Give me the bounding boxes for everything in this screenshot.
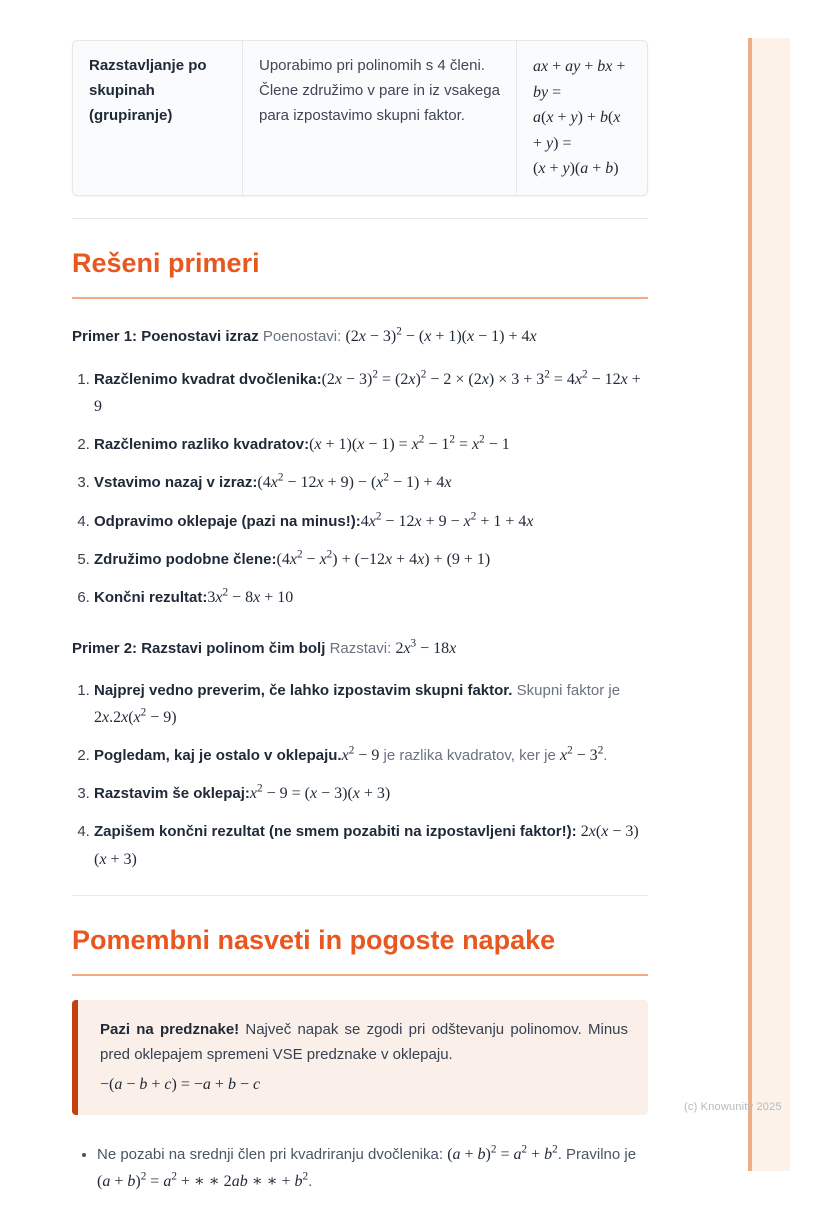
callout-text: Pazi na predznake! Največ napak se zgodi pri odštevanju polinomov. Minus pred oklepajem spremeni VSE predznake v oklepaju. [100,1020,629,1064]
step-item: 1. Razčlenimo kvadrat dvočlenika:(2x − $3)^2 = (2x)^2 - 2 \times (2x) \times 3 + 3^2 = 4x^2 - 12x + 9$ [94,366,648,420]
step-item: 5. Združimo podobne $člene:(4x^2 - x^2) + (-12x + 4x) + (9 + 1)$ [94,546,648,573]
tips-bullet-list [72,1141,648,1196]
example2-intro: Primer 2: Razstavi polinom čim bolj Razstavi: $2x^3 - 18x$ [72,637,457,658]
step-item: 3. Vstavimo nazaj v $izraz:(4x^2 - 12x + 9) - (x^2 - 1) + 4x$ [94,469,648,496]
table-cell-formula [517,41,647,195]
formula-line: a(x + y) + b(x + y) = [533,109,621,152]
document-page [72,40,648,1206]
knowunity-watermark: (c) Knowunity 2025 [684,1101,782,1113]
tip-item: • Ne pozabi na srednji člen pri kvadriranju dvočlenika: $(a + b)^2 = a^2 + b^2$. Pravilno je $(a + b)^2 = a^2$ + ∗ ∗ 2ab ∗ ∗ + $b^2$. [97,1141,648,1196]
step-item: 1. Najprej vedno preverim, če lahko izpostavim skupni faktor. Skupni faktor je $2x.2x(x^2 - 9)$ [94,678,648,731]
table-cell-description: Uporabimo pri polinomih s 4 členi. Člene združimo v pare in iz vsakega para izpostavimo skupni faktor. [243,41,517,195]
formula-line: ax + ay + bx + by = [533,58,626,101]
example1-intro: Primer 1: Poenostavi izraz Poenostavi: $(2x - 3)^2 - (x + 1)(x - 1) + 4x$ [72,325,537,345]
callout-formula: −(a − b + c) = −a + b − c [100,1076,261,1094]
section-divider [72,218,648,219]
step-item: 4. Odpravimo oklepaje (pazi na $minus!):4x^2 - 12x + 9 - x^2 + 1 + 4x$ [94,508,648,535]
example1-steps [72,366,648,611]
step-item: 3. Razstavim še $oklepaj:x^2 - 9 = (x - 3)(x + 3)$ [94,780,648,807]
step-item: 4. Zapišem končni rezultat (ne smem pozabiti na izpostavljeni faktor!): 2x(x − 3)(x + 3) [94,818,648,872]
example2-steps [72,678,648,872]
step-item: 6. Končni $rezultat:3x^2 - 8x + 10$ [94,584,648,611]
section-divider [72,895,648,896]
page-edge-decoration-bar [748,38,790,1171]
factoring-methods-table-row [72,40,648,196]
heading-tips: Pomembni nasveti in pogoste napake [72,924,648,976]
step-item: 2. Razčlenimo razliko kvadratov:(x + $1)(x - 1) = x^2 - 1^2 = x^2 - 1$ [94,431,648,458]
formula-line: (x + y)(a + b) [533,160,619,178]
table-cell-term: Razstavljanje po skupinah (grupiranje) [73,41,243,195]
step-item: 2. Pogledam, kaj je ostalo v $oklepaju.x^2 - 9$ je razlika kvadratov, ker je $x^2 - 3^2$. [94,742,648,769]
warning-callout [72,1000,648,1115]
heading-solved-examples: Rešeni primeri [72,247,648,299]
